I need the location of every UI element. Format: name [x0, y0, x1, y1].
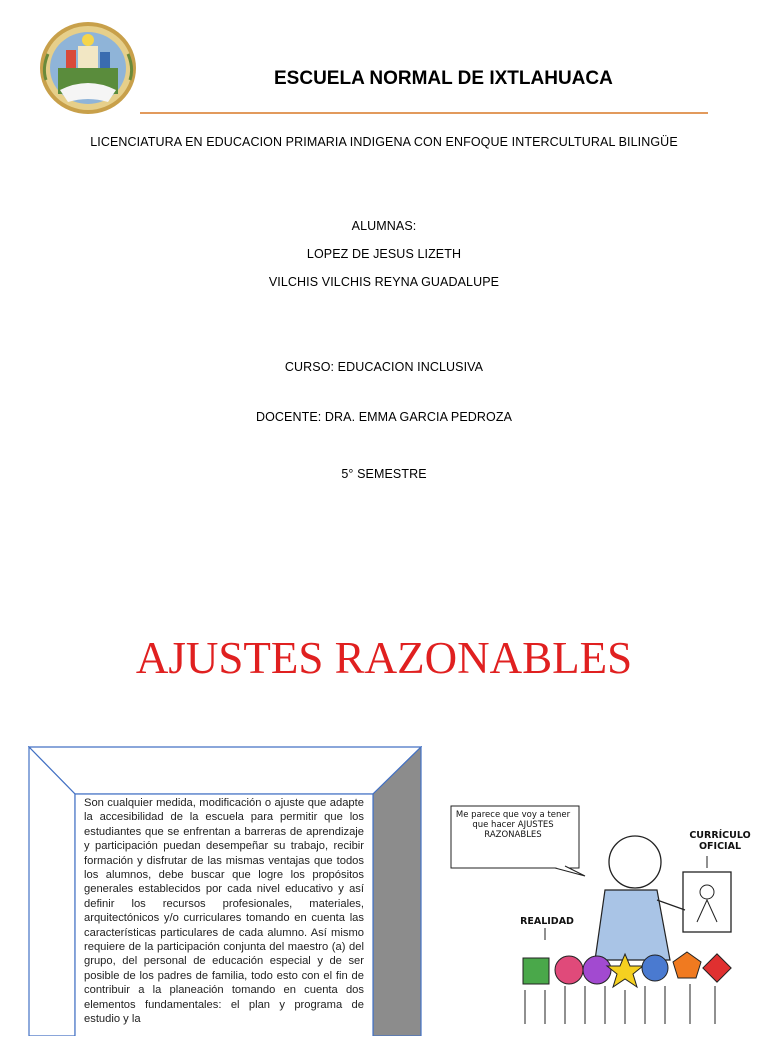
curriculum-label: CURRÍCULO OFICIAL — [689, 830, 751, 852]
school-title: ESCUELA NORMAL DE IXTLAHUACA — [274, 68, 613, 89]
student-name: VILCHIS VILCHIS REYNA GUADALUPE — [268, 275, 500, 289]
student-name: LOPEZ DE JESUS LIZETH — [306, 247, 462, 261]
program-name: LICENCIATURA EN EDUCACION PRIMARIA INDIGENA CON ENFOQUE INTERCULTURAL BILINGÜE — [90, 135, 678, 149]
header-divider — [140, 112, 708, 114]
definition-text: Son cualquier medida, modificación o ajuste que adapte la accesibilidad de la escuela para permitir que los estudiantes que se enfrentan a barreras de aprendizaje y participación puedan desempeñar su trabajo, recibir formación y disfrutar de las mismas ventajas que todos los alumnos, debe buscar que logre los propósitos generales establecidos por cada nivel educativo y así definir los recursos profesionales, materiales, arquitectónicos y/o curriculares tomando en cuenta las características particulares de cada alumno. Así mismo requiere de la participación conjunta del maestro (a) del grupo, del personal de educación especial y de ser posible de los padres de familia, todo esto con el fin de contribuir a la planeación tomando en cuenta dos elementos fundamentales: el plan y programa de estudio y la — [84, 797, 364, 1026]
school-logo — [38, 20, 138, 116]
main-title: AJUSTES RAZONABLES — [135, 633, 633, 683]
reality-label: REALIDAD — [520, 916, 574, 927]
teacher-name: DOCENTE: DRA. EMMA GARCIA PEDROZA — [255, 410, 513, 424]
students-label: ALUMNAS: — [351, 219, 417, 233]
course-name: CURSO: EDUCACION INCLUSIVA — [284, 360, 484, 374]
speech-bubble-text: Me parece que voy a tener que hacer AJUSTES RAZONABLES — [455, 810, 571, 840]
semester: 5° SEMESTRE — [341, 467, 427, 481]
